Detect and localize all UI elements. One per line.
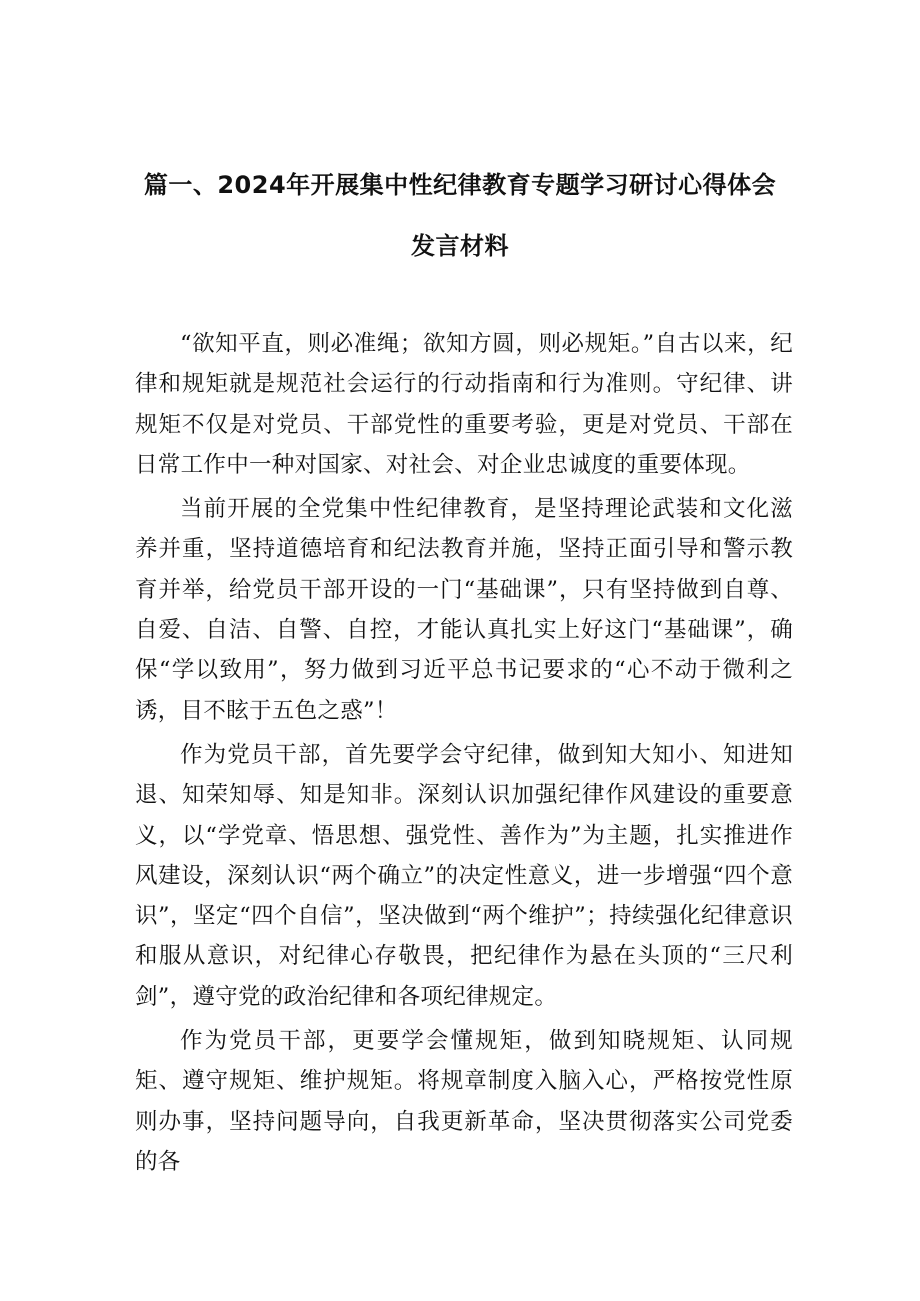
title-block <box>0 168 920 263</box>
paragraph: “欲知平直，则必准绳；欲知方圆，则必规矩。”自古以来，纪律和规矩就是规范社会运行的行动指南和行为准则。守纪律、讲规矩不仅是对党员、干部党性的重要考验，更是对党员、干部在日常工作中一种对国家、对社会、对企业忠诚度的重要体现。 <box>135 331 793 478</box>
document-subtitle: 发言材料 <box>411 232 509 260</box>
paragraph: 作为党员干部，首先要学会守纪律，做到知大知小、知进知退、知荣知辱、知是知非。深刻认识加强纪律作风建设的重要意义，以“学党章、悟思想、强党性、善作为”为主题，扎实推进作风建设，深刻认识“两个确立”的决定性意义，进一步增强“四个意识”，坚定“四个自信”，坚决做到“两个维护”；持续强化纪律意识和服从意识，对纪律心存敬畏，把纪律作为悬在头顶的“三尺利剑”，遵守党的政治纪律和各项纪律规定。 <box>135 741 793 1010</box>
paragraph: 作为党员干部，更要学会懂规矩，做到知晓规矩、认同规矩、遵守规矩、维护规矩。将规章制度入脑入心，严格按党性原则办事，坚持问题导向，自我更新革命，坚决贯彻落实公司党委的各 <box>135 1028 793 1175</box>
document-title: 篇一、2024年开展集中性纪律教育专题学习研讨心得体会 <box>143 171 777 199</box>
document-body <box>135 324 793 1186</box>
paragraph: 当前开展的全党集中性纪律教育，是坚持理论武装和文化滋养并重，坚持道德培育和纪法教育并施，坚持正面引导和警示教育并举，给党员干部开设的一门“基础课”，只有坚持做到自尊、自爱、自洁、自警、自控，才能认真扎实上好这门“基础课”，确保“学以致用”，努力做到习近平总书记要求的“心不动于微利之诱，目不眩于五色之惑”！ <box>135 496 793 724</box>
